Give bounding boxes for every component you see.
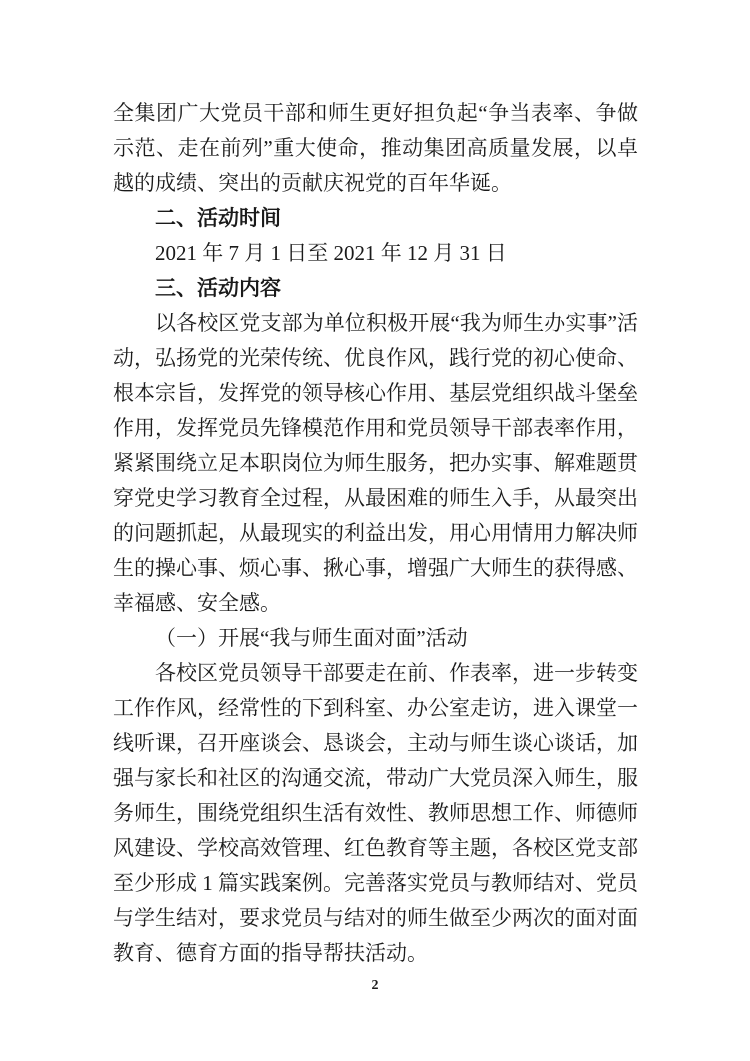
paragraph-3: 2021 年 7 月 1 日至 2021 年 12 月 31 日 [155, 241, 507, 265]
page-number: 2 [371, 978, 379, 993]
document-content [113, 96, 638, 971]
paragraph-4: 三、活动内容 [155, 276, 281, 300]
paragraph-5: 以各校区党支部为单位积极开展“我为师生办实事”活动，弘扬党的光荣传统、优良作风，践行党的初心使命、根本宗旨，发挥党的领导核心作用、基层党组织战斗堡垒作用，发挥党员先锋模范作用和党员领导干部表率作用，紧紧围绕立足本职岗位为师生服务，把办实事、解难题贯穿党史学习教育全过程，从最困难的师生入手，从最突出的问题抓起，从最现实的利益出发，用心用情用力解决师生的操心事、烦心事、揪心事，增强广大师生的获得感、幸福感、安全感。 [113, 311, 638, 615]
page-footer [0, 976, 750, 994]
paragraph-7: 各校区党员领导干部要走在前、作表率，进一步转变工作作风，经常性的下到科室、办公室走访，进入课堂一线听课，召开座谈会、恳谈会，主动与师生谈心谈话，加强与家长和社区的沟通交流，带动广大党员深入师生，服务师生，围绕党组织生活有效性、教师思想工作、师德师风建设、学校高效管理、红色教育等主题，各校区党支部至少形成 1 篇实践案例。完善落实党员与教师结对、党员与学生结对，要求党员与结对的师生做至少两次的面对面教育、德育方面的指导帮扶活动。 [113, 661, 638, 965]
paragraph-6: （一）开展“我与师生面对面”活动 [155, 626, 468, 650]
paragraph-2: 二、活动时间 [155, 206, 281, 230]
paragraph-1: 全集团广大党员干部和师生更好担负起“争当表率、争做示范、走在前列”重大使命，推动集团高质量发展，以卓越的成绩、突出的贡献庆祝党的百年华诞。 [113, 101, 638, 195]
